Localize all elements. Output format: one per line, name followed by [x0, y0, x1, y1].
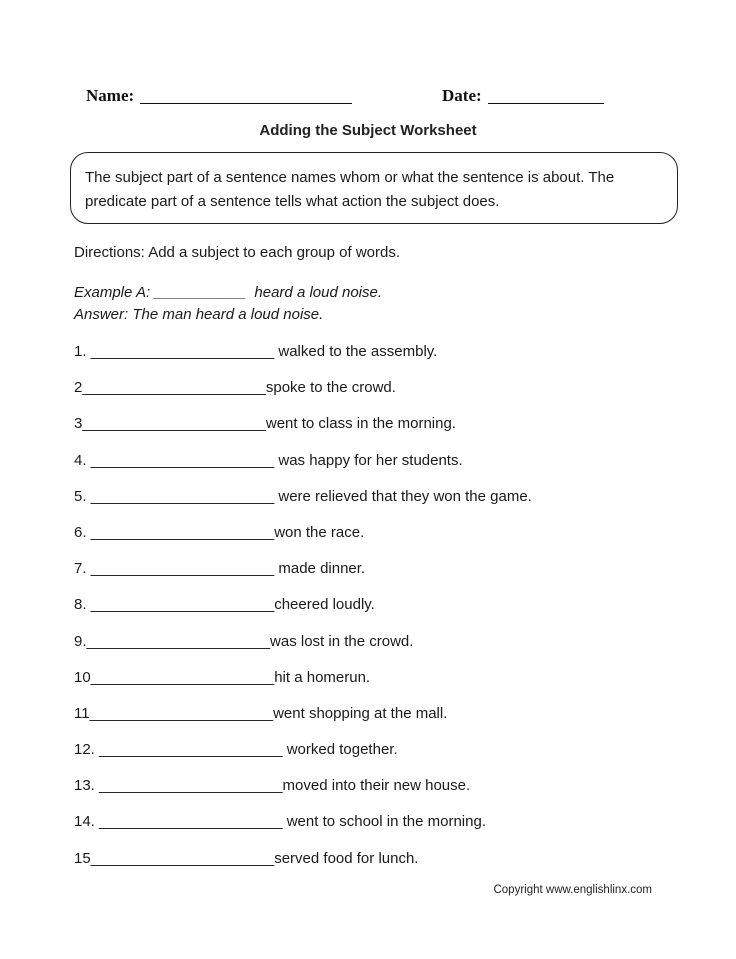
- date-field: [442, 86, 604, 106]
- name-blank-line[interactable]: [140, 87, 352, 104]
- exercise-item-3[interactable]: 3______________________went to class in the morning.: [74, 415, 456, 433]
- page-title: Adding the Subject Worksheet: [259, 122, 477, 139]
- header-row: [0, 86, 736, 110]
- exercise-item-12[interactable]: 12. ______________________ worked together.: [74, 741, 398, 759]
- directions-text: Directions: Add a subject to each group of words.: [74, 244, 401, 261]
- exercise-item-9[interactable]: 9.______________________was lost in the crowd.: [74, 632, 414, 650]
- date-label: Date:: [442, 86, 482, 105]
- definition-line-1: The subject part of a sentence names whom or what the sentence is about. The: [85, 169, 615, 186]
- exercise-item-15[interactable]: 15______________________served food for lunch.: [74, 849, 419, 867]
- exercise-item-2[interactable]: 2______________________spoke to the crowd.: [74, 379, 396, 397]
- name-field: [86, 86, 352, 106]
- exercise-item-8[interactable]: 8. ______________________cheered loudly.: [74, 596, 375, 614]
- date-blank-line[interactable]: [488, 87, 604, 104]
- example-block: [74, 282, 382, 326]
- example-line: Example A: ___________ heard a loud noise.: [74, 284, 383, 301]
- exercise-item-7[interactable]: 7. ______________________ made dinner.: [74, 560, 366, 578]
- exercise-item-11[interactable]: 11______________________went shopping at the mall.: [74, 704, 448, 722]
- exercise-item-1[interactable]: 1. ______________________ walked to the assembly.: [74, 343, 438, 360]
- name-label: Name:: [86, 86, 135, 105]
- answer-line: Answer: The man heard a loud noise.: [74, 306, 324, 323]
- definition-line-2: predicate part of a sentence tells what action the subject does.: [85, 193, 500, 210]
- exercise-item-6[interactable]: 6. ______________________won the race.: [74, 523, 365, 541]
- exercise-item-10[interactable]: 10______________________hit a homerun.: [74, 668, 371, 686]
- exercise-item-14[interactable]: 14. ______________________ went to school in the morning.: [74, 813, 486, 831]
- exercise-item-13[interactable]: 13. ______________________moved into their new house.: [74, 777, 471, 795]
- exercise-item-4[interactable]: 4. ______________________ was happy for her students.: [74, 451, 463, 469]
- copyright-footer: Copyright www.englishlinx.com: [493, 884, 652, 896]
- exercise-list: [74, 341, 532, 884]
- definition-box: [70, 152, 678, 224]
- exercise-item-5[interactable]: 5. ______________________ were relieved that they won the game.: [74, 487, 532, 505]
